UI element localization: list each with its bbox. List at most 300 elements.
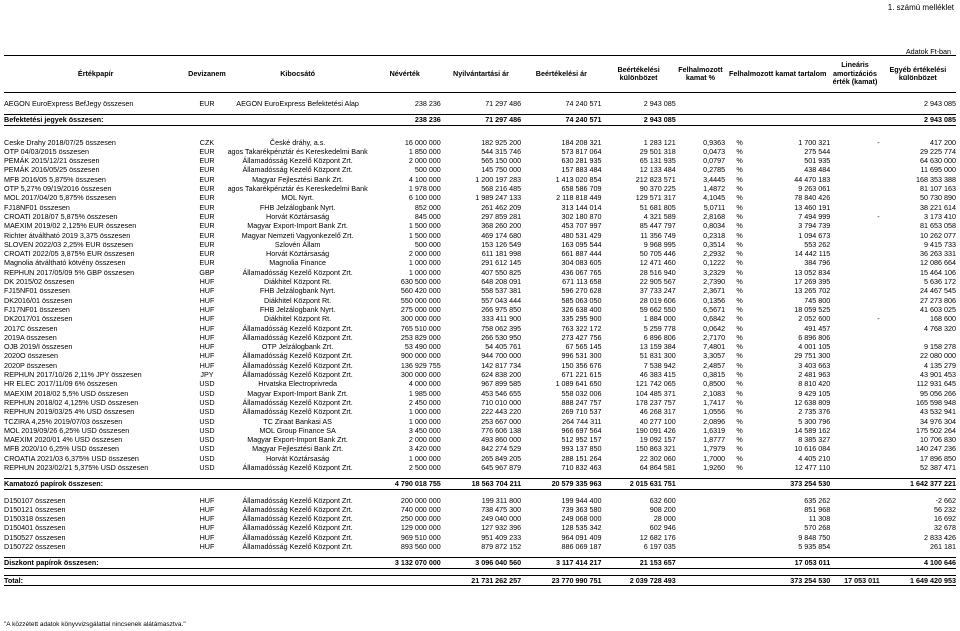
table-cell: D150401 összesen <box>4 523 66 533</box>
table-cell: 12 638 809 <box>794 397 831 407</box>
table-cell: 480 531 429 <box>561 230 602 240</box>
table-cell: HUF <box>199 495 215 505</box>
table-row <box>4 305 956 314</box>
table-cell: 1,7417 <box>703 397 726 407</box>
table-cell <box>830 333 879 342</box>
table-cell: 9 158 278 <box>924 342 956 352</box>
table-cell: 710 832 463 <box>561 462 602 472</box>
table-cell: 13 460 191 <box>794 202 831 212</box>
table-cell: 85 447 797 <box>639 221 676 231</box>
table-row <box>4 175 956 184</box>
table-cell: REPHUN 2017/05/09 5% GBP összesen <box>4 267 135 277</box>
table-cell: 1 089 641 650 <box>555 379 602 389</box>
table-cell: AEGON EuroExpress BefJegy összesen <box>4 99 134 108</box>
table-cell: 71 297 486 <box>441 115 521 125</box>
table-cell: 222 443 220 <box>481 407 522 417</box>
table-cell: % <box>736 342 743 352</box>
header-cell: Beértékelési különbözet <box>602 56 676 93</box>
table-cell: MOL Nyrt. <box>281 193 314 203</box>
table-cell: 2 000 000 <box>408 435 441 445</box>
table-cell: % <box>736 360 743 370</box>
table-cell: 0,0473 <box>703 146 726 156</box>
table-cell: 16 692 <box>934 514 956 524</box>
table-cell: FJ18NF01 összesen <box>4 202 70 212</box>
table-cell: HUF <box>199 342 215 352</box>
table-cell: 335 295 900 <box>561 314 602 324</box>
table-cell: 3 096 040 560 <box>441 558 521 568</box>
table-cell: 512 952 157 <box>561 435 602 445</box>
table-cell: 71 297 486 <box>485 99 522 108</box>
table-cell: 738 475 300 <box>481 504 522 514</box>
total-row <box>4 115 956 125</box>
table-cell: % <box>736 258 743 268</box>
table-cell: 2 500 000 <box>408 462 441 472</box>
table-row <box>4 249 956 258</box>
table-cell: % <box>736 397 743 407</box>
table-cell <box>227 115 369 125</box>
table-cell: 333 411 900 <box>481 314 522 324</box>
table-cell: % <box>736 202 743 212</box>
table-cell: D150722 összesen <box>4 542 66 552</box>
table-cell: 313 144 014 <box>561 202 602 212</box>
table-cell: 0,8034 <box>703 221 726 231</box>
table-cell: 1 985 000 <box>408 388 441 398</box>
table-cell: 275 000 000 <box>400 304 441 314</box>
table-cell: 1,9260 <box>703 462 726 472</box>
table-cell: % <box>736 165 743 175</box>
table-cell: 967 899 585 <box>481 379 522 389</box>
table-row <box>4 147 956 156</box>
table-row <box>4 165 956 174</box>
table-cell: 36 263 331 <box>920 249 956 259</box>
table-cell: 199 944 400 <box>561 495 602 505</box>
table-cell <box>676 542 725 551</box>
table-cell <box>676 99 725 108</box>
table-row <box>4 505 956 514</box>
table-cell: GBP <box>199 267 215 277</box>
table-cell: 14 589 162 <box>794 425 831 435</box>
table-cell: HUF <box>199 523 215 533</box>
table-cell: 38 221 614 <box>920 202 956 212</box>
table-cell <box>830 351 879 360</box>
table-cell: EUR <box>199 202 215 212</box>
table-cell: MOL Group Finance SA <box>259 425 336 435</box>
table-cell: 969 510 000 <box>400 532 441 542</box>
table-cell: 993 137 850 <box>561 444 602 454</box>
table-cell: 238 236 <box>414 99 441 108</box>
header-cell: Lineáris amortizációs érték (kamat) <box>830 56 879 93</box>
table-cell: 4,1045 <box>703 193 726 203</box>
table-cell: 1,4872 <box>703 184 726 194</box>
table-cell: MAEXIM 2020/01 4% USD összesen <box>4 435 123 445</box>
table-cell: % <box>736 146 743 156</box>
table-cell: 4 100 646 <box>880 558 956 568</box>
table-cell: 20 579 335 963 <box>521 479 601 489</box>
table-cell: 34 976 304 <box>920 416 956 426</box>
table-cell: 2 833 426 <box>924 532 956 542</box>
table-cell <box>830 324 879 333</box>
table-cell: 632 600 <box>649 495 676 505</box>
table-cell: 2 039 728 493 <box>602 575 676 585</box>
table-cell: HUF <box>199 332 215 342</box>
table-cell: 12 682 176 <box>639 532 676 542</box>
table-cell: % <box>736 379 743 389</box>
table-cell: EUR <box>199 211 215 221</box>
table-cell: Hrvatska Electroprivreda <box>258 379 337 389</box>
header-cell: Felhalmozott kamat % <box>676 56 725 93</box>
table-cell: 493 860 000 <box>481 435 522 445</box>
table-cell: 908 200 <box>649 504 676 514</box>
table-cell: 4 001 105 <box>798 342 831 352</box>
table-cell: Magnolia átváltható kötvény összesen <box>4 258 126 268</box>
table-cell: Államadósság Kezelő Központ Zrt. <box>242 407 353 417</box>
table-cell <box>725 514 754 523</box>
table-cell: 249 040 000 <box>481 514 522 524</box>
table-row <box>4 351 956 360</box>
table-row <box>4 99 956 108</box>
table-cell: 7 494 999 <box>798 211 831 221</box>
table-cell: 253 667 000 <box>481 416 522 426</box>
table-row <box>4 361 956 370</box>
table-cell: D150121 összesen <box>4 504 66 514</box>
table-cell: MFB 2016/05 5,875% összesen <box>4 174 106 184</box>
table-row <box>4 496 956 505</box>
table-cell <box>725 575 754 585</box>
table-cell: 165 598 948 <box>916 397 956 407</box>
table-cell <box>725 542 754 551</box>
table-cell: REPHUN 2019/03/25 4% USD összesen <box>4 407 135 417</box>
header-cell: Értékpapír <box>4 56 187 93</box>
table-cell: 11 356 749 <box>640 230 676 240</box>
table-cell: 17 053 011 <box>830 575 879 585</box>
header-cell: Felhalmozott kamat tartalom <box>725 56 830 93</box>
table-cell: % <box>736 416 743 426</box>
table-cell: Total: <box>4 575 187 585</box>
table-cell: 2 481 963 <box>798 370 831 380</box>
header-cell: Beértékelési ár <box>521 56 601 93</box>
table-cell: 3 450 000 <box>408 425 441 435</box>
table-cell <box>676 514 725 523</box>
table-cell: 553 262 <box>804 239 831 249</box>
table-cell: EUR <box>199 221 215 231</box>
table-cell: % <box>736 314 743 324</box>
table-cell: 1,0556 <box>703 407 726 417</box>
table-cell: 7 538 942 <box>643 360 676 370</box>
table-cell: 2 943 085 <box>924 99 956 108</box>
table-cell: 265 849 205 <box>481 453 522 463</box>
table-cell <box>830 296 879 305</box>
table-cell: 2,3671 <box>703 286 726 296</box>
table-cell: Államadósság Kezelő Központ Zrt. <box>242 323 353 333</box>
table-cell: MOL 2019/09/26 6,25% USD összesen <box>4 425 130 435</box>
table-cell: - <box>877 211 880 221</box>
table-cell: 200 000 000 <box>400 495 441 505</box>
table-cell: 5 300 796 <box>798 416 831 426</box>
table-cell: 1 000 000 <box>408 267 441 277</box>
table-cell: 304 083 605 <box>561 258 602 268</box>
table-cell <box>725 505 754 514</box>
table-cell: 710 010 000 <box>481 397 522 407</box>
table-cell <box>676 558 725 568</box>
table-cell: FJ17NF01 összesen <box>4 304 70 314</box>
table-cell: 13 052 834 <box>794 267 831 277</box>
table-cell <box>830 305 879 314</box>
table-cell: 300 000 000 <box>400 370 441 380</box>
table-row <box>4 444 956 453</box>
table-cell: Államadósság Kezelő Központ Zrt. <box>242 542 353 552</box>
table-cell: 1 700 321 <box>798 137 831 147</box>
table-cell <box>880 333 956 342</box>
table-row <box>4 324 956 333</box>
table-cell: HUF <box>199 504 215 514</box>
unit-label: Adatok Ft-ban <box>905 47 951 56</box>
table-cell: OTP 5,27% 09/19/2016 összesen <box>4 184 112 194</box>
table-cell: 4 000 000 <box>408 379 441 389</box>
table-cell <box>830 342 879 351</box>
table-cell <box>187 558 226 568</box>
table-cell: 2,4857 <box>703 360 726 370</box>
table-cell: 10 262 077 <box>920 230 956 240</box>
table-cell: 0,0797 <box>703 156 726 166</box>
table-cell: 95 056 266 <box>920 388 956 398</box>
table-cell: % <box>736 323 743 333</box>
table-cell: 10 616 084 <box>794 444 831 454</box>
table-cell: 104 485 371 <box>635 388 676 398</box>
table-cell <box>725 533 754 542</box>
table-cell: % <box>736 332 743 342</box>
table-cell: USD <box>199 397 215 407</box>
table-cell: MOL 2017/04/20 5,875% összesen <box>4 193 117 203</box>
table-cell <box>830 417 879 426</box>
table-cell: 9 848 750 <box>798 532 831 542</box>
table-cell <box>830 99 879 108</box>
table-cell: 501 935 <box>804 156 831 166</box>
table-cell: % <box>736 370 743 380</box>
table-cell <box>227 479 369 489</box>
table-cell: 51 831 300 <box>639 351 676 361</box>
table-cell: 19 092 157 <box>639 435 676 445</box>
table-cell: 14 442 115 <box>794 249 831 259</box>
table-cell <box>830 389 879 398</box>
table-cell: 153 126 549 <box>481 239 522 249</box>
table-cell: USD <box>199 453 215 463</box>
table-cell: % <box>736 239 743 249</box>
table-cell: 1 000 000 <box>408 258 441 268</box>
header-cell: Devizanem <box>187 56 226 93</box>
table-cell: Államadósság Kezelő Központ Zrt. <box>242 462 353 472</box>
table-cell <box>369 575 441 585</box>
table-cell: PEMÁK 2015/12/21 összesen <box>4 156 100 166</box>
table-cell: 9 263 061 <box>798 184 831 194</box>
table-cell: 407 550 825 <box>481 267 522 277</box>
table-cell: Magyar Nemzeti Vagyonkezelő Zrt. <box>241 230 354 240</box>
table-cell <box>725 558 754 568</box>
table-cell: 1 500 000 <box>408 230 441 240</box>
table-cell: Államadósság Kezelő Központ Zrt. <box>242 351 353 361</box>
table-cell: SLOVEN 2022/03 2,25% EUR összesen <box>4 239 134 249</box>
table-cell: REPHUN 2023/02/21 5,375% USD összesen <box>4 462 149 472</box>
table-cell: FHB Jelzálogbank Nyrt. <box>259 202 336 212</box>
table-row <box>4 463 956 472</box>
table-cell: 573 817 064 <box>561 146 602 156</box>
table-cell: Államadósság Kezelő Központ Zrt. <box>242 165 353 175</box>
table-cell: CZK <box>199 137 215 147</box>
table-cell: 44 470 183 <box>794 174 831 184</box>
table-cell: % <box>736 388 743 398</box>
table-cell: 10 706 830 <box>920 435 956 445</box>
table-cell: HUF <box>199 360 215 370</box>
table-cell: 630 500 000 <box>400 277 441 287</box>
table-cell: 6 896 806 <box>798 332 831 342</box>
table-cell: 13 265 702 <box>794 286 831 296</box>
table-cell <box>830 286 879 295</box>
table-cell: 4 405 210 <box>798 453 831 463</box>
table-cell: 0,2785 <box>703 165 726 175</box>
table-row <box>4 523 956 532</box>
table-row <box>4 286 956 295</box>
table-cell: 22 302 060 <box>639 453 676 463</box>
table-cell: 261 181 <box>930 542 956 552</box>
table-cell: 29 225 774 <box>920 146 956 156</box>
table-cell: 585 063 050 <box>561 295 602 305</box>
table-cell: D150527 összesen <box>4 532 66 542</box>
table-cell: 763 322 172 <box>561 323 602 333</box>
table-cell: 28 000 <box>653 514 676 524</box>
table-cell: D150107 összesen <box>4 495 66 505</box>
table-cell: 17 053 011 <box>754 558 830 568</box>
table-cell: % <box>736 407 743 417</box>
table-cell: 7,4801 <box>703 342 726 352</box>
table-row <box>4 138 956 147</box>
table-cell: % <box>736 267 743 277</box>
table-cell: HUF <box>199 286 215 296</box>
table-cell: 4 768 320 <box>924 323 956 333</box>
table-cell: 671 113 658 <box>562 277 602 287</box>
table-cell: Diákhitel Központ Rt. <box>264 314 332 324</box>
table-cell: 1 978 000 <box>408 184 441 194</box>
table-cell: 11 695 000 <box>920 165 956 175</box>
table-cell: 851 968 <box>804 504 831 514</box>
table-cell: 611 181 998 <box>481 249 522 259</box>
table-cell: 565 150 000 <box>481 156 522 166</box>
table-cell: 852 000 <box>414 202 441 212</box>
table-cell: 2020O összesen <box>4 351 58 361</box>
table-cell <box>830 435 879 444</box>
table-cell: 2 015 631 751 <box>602 479 676 489</box>
table-cell <box>676 533 725 542</box>
table-cell: Államadósság Kezelő Központ Zrt. <box>242 156 353 166</box>
table-cell: 41 603 025 <box>920 304 956 314</box>
table-cell: 6,5671 <box>703 304 726 314</box>
table-cell: % <box>736 184 743 194</box>
table-cell: 661 887 444 <box>561 249 602 259</box>
table-cell <box>725 479 754 489</box>
table-cell: USD <box>199 407 215 417</box>
table-cell: 1 850 000 <box>408 146 441 156</box>
table-cell: agos Takarékpénztár és Kereskedelmi Bank <box>227 146 368 156</box>
table-cell: 50 705 446 <box>639 249 676 259</box>
table-cell: 1 989 247 133 <box>475 193 522 203</box>
table-cell: 11 308 <box>808 514 831 524</box>
table-cell <box>830 184 879 193</box>
table-cell: 1 000 000 <box>408 453 441 463</box>
header-row <box>4 56 956 93</box>
table-cell: 13 159 384 <box>639 342 676 352</box>
table-cell <box>227 558 369 568</box>
table-cell: Magnolia Finance <box>269 258 326 268</box>
table-cell: % <box>736 193 743 203</box>
table-cell: 453 546 655 <box>481 388 522 398</box>
table-cell: EUR <box>199 249 215 259</box>
table-cell: Magyar Export-Import Bank Zrt. <box>247 435 348 445</box>
table-cell: 3,3057 <box>703 351 726 361</box>
table-cell: USD <box>199 379 215 389</box>
table-cell <box>830 463 879 472</box>
page-title: 1. számú melléklet <box>887 3 954 12</box>
table-cell: - <box>877 137 880 147</box>
table-cell: HUF <box>199 295 215 305</box>
table-cell: % <box>736 351 743 361</box>
table-cell <box>830 221 879 230</box>
table-cell: 27 273 806 <box>920 295 956 305</box>
table-row <box>4 231 956 240</box>
table-cell <box>830 147 879 156</box>
table-cell: 190 091 426 <box>635 425 676 435</box>
table-cell: 1 884 000 <box>643 314 676 324</box>
table-cell: 50 730 890 <box>920 193 956 203</box>
table-row <box>4 184 956 193</box>
table-cell: 81 653 058 <box>920 221 956 231</box>
table-cell: 624 838 200 <box>481 370 522 380</box>
table-cell: % <box>736 304 743 314</box>
table-cell: 78 840 426 <box>794 193 831 203</box>
table-cell: 54 405 761 <box>485 342 522 352</box>
table-cell: 558 032 006 <box>561 388 602 398</box>
securities-table <box>4 55 956 586</box>
table-cell: HUF <box>199 323 215 333</box>
table-cell: HUF <box>199 304 215 314</box>
table-cell: 326 638 400 <box>561 304 602 314</box>
table-cell: 112 931 645 <box>916 379 956 389</box>
table-cell: 2,7390 <box>703 277 726 287</box>
table-row <box>4 193 956 202</box>
table-cell: 129 571 317 <box>635 193 676 203</box>
table-cell: REPHUN 2017/10/26 2,11% JPY összesen <box>4 370 142 380</box>
table-cell: Ceske Drahy 2018/07/25 összesen <box>4 137 116 147</box>
table-cell: 1,7979 <box>703 444 726 454</box>
table-cell: 558 537 381 <box>481 286 522 296</box>
table-cell: EUR <box>199 146 215 156</box>
table-cell: 24 467 545 <box>920 286 956 296</box>
table-cell: 635 262 <box>804 495 831 505</box>
table-cell: 893 560 000 <box>400 542 441 552</box>
table-cell <box>830 542 879 551</box>
table-cell: 43 532 941 <box>920 407 956 417</box>
table-cell: 0,1222 <box>703 258 726 268</box>
table-cell: Diákhitel Központ Rt. <box>264 295 332 305</box>
table-cell: Horvát Köztársaság <box>266 211 330 221</box>
table-cell: MAEXIM 2018/02 5,5% USD összesen <box>4 388 129 398</box>
table-cell: 81 107 163 <box>920 184 956 194</box>
table-cell: 5,0711 <box>703 202 726 212</box>
table-cell: 900 000 000 <box>400 351 441 361</box>
table-cell <box>676 523 725 532</box>
table-cell: 1 094 673 <box>798 230 831 240</box>
table-cell: 0,8500 <box>703 379 726 389</box>
table-cell: 300 000 000 <box>400 314 441 324</box>
table-cell: OTP Jelzálogbank Zrt. <box>261 342 334 352</box>
table-cell: 1 649 420 953 <box>880 575 956 585</box>
